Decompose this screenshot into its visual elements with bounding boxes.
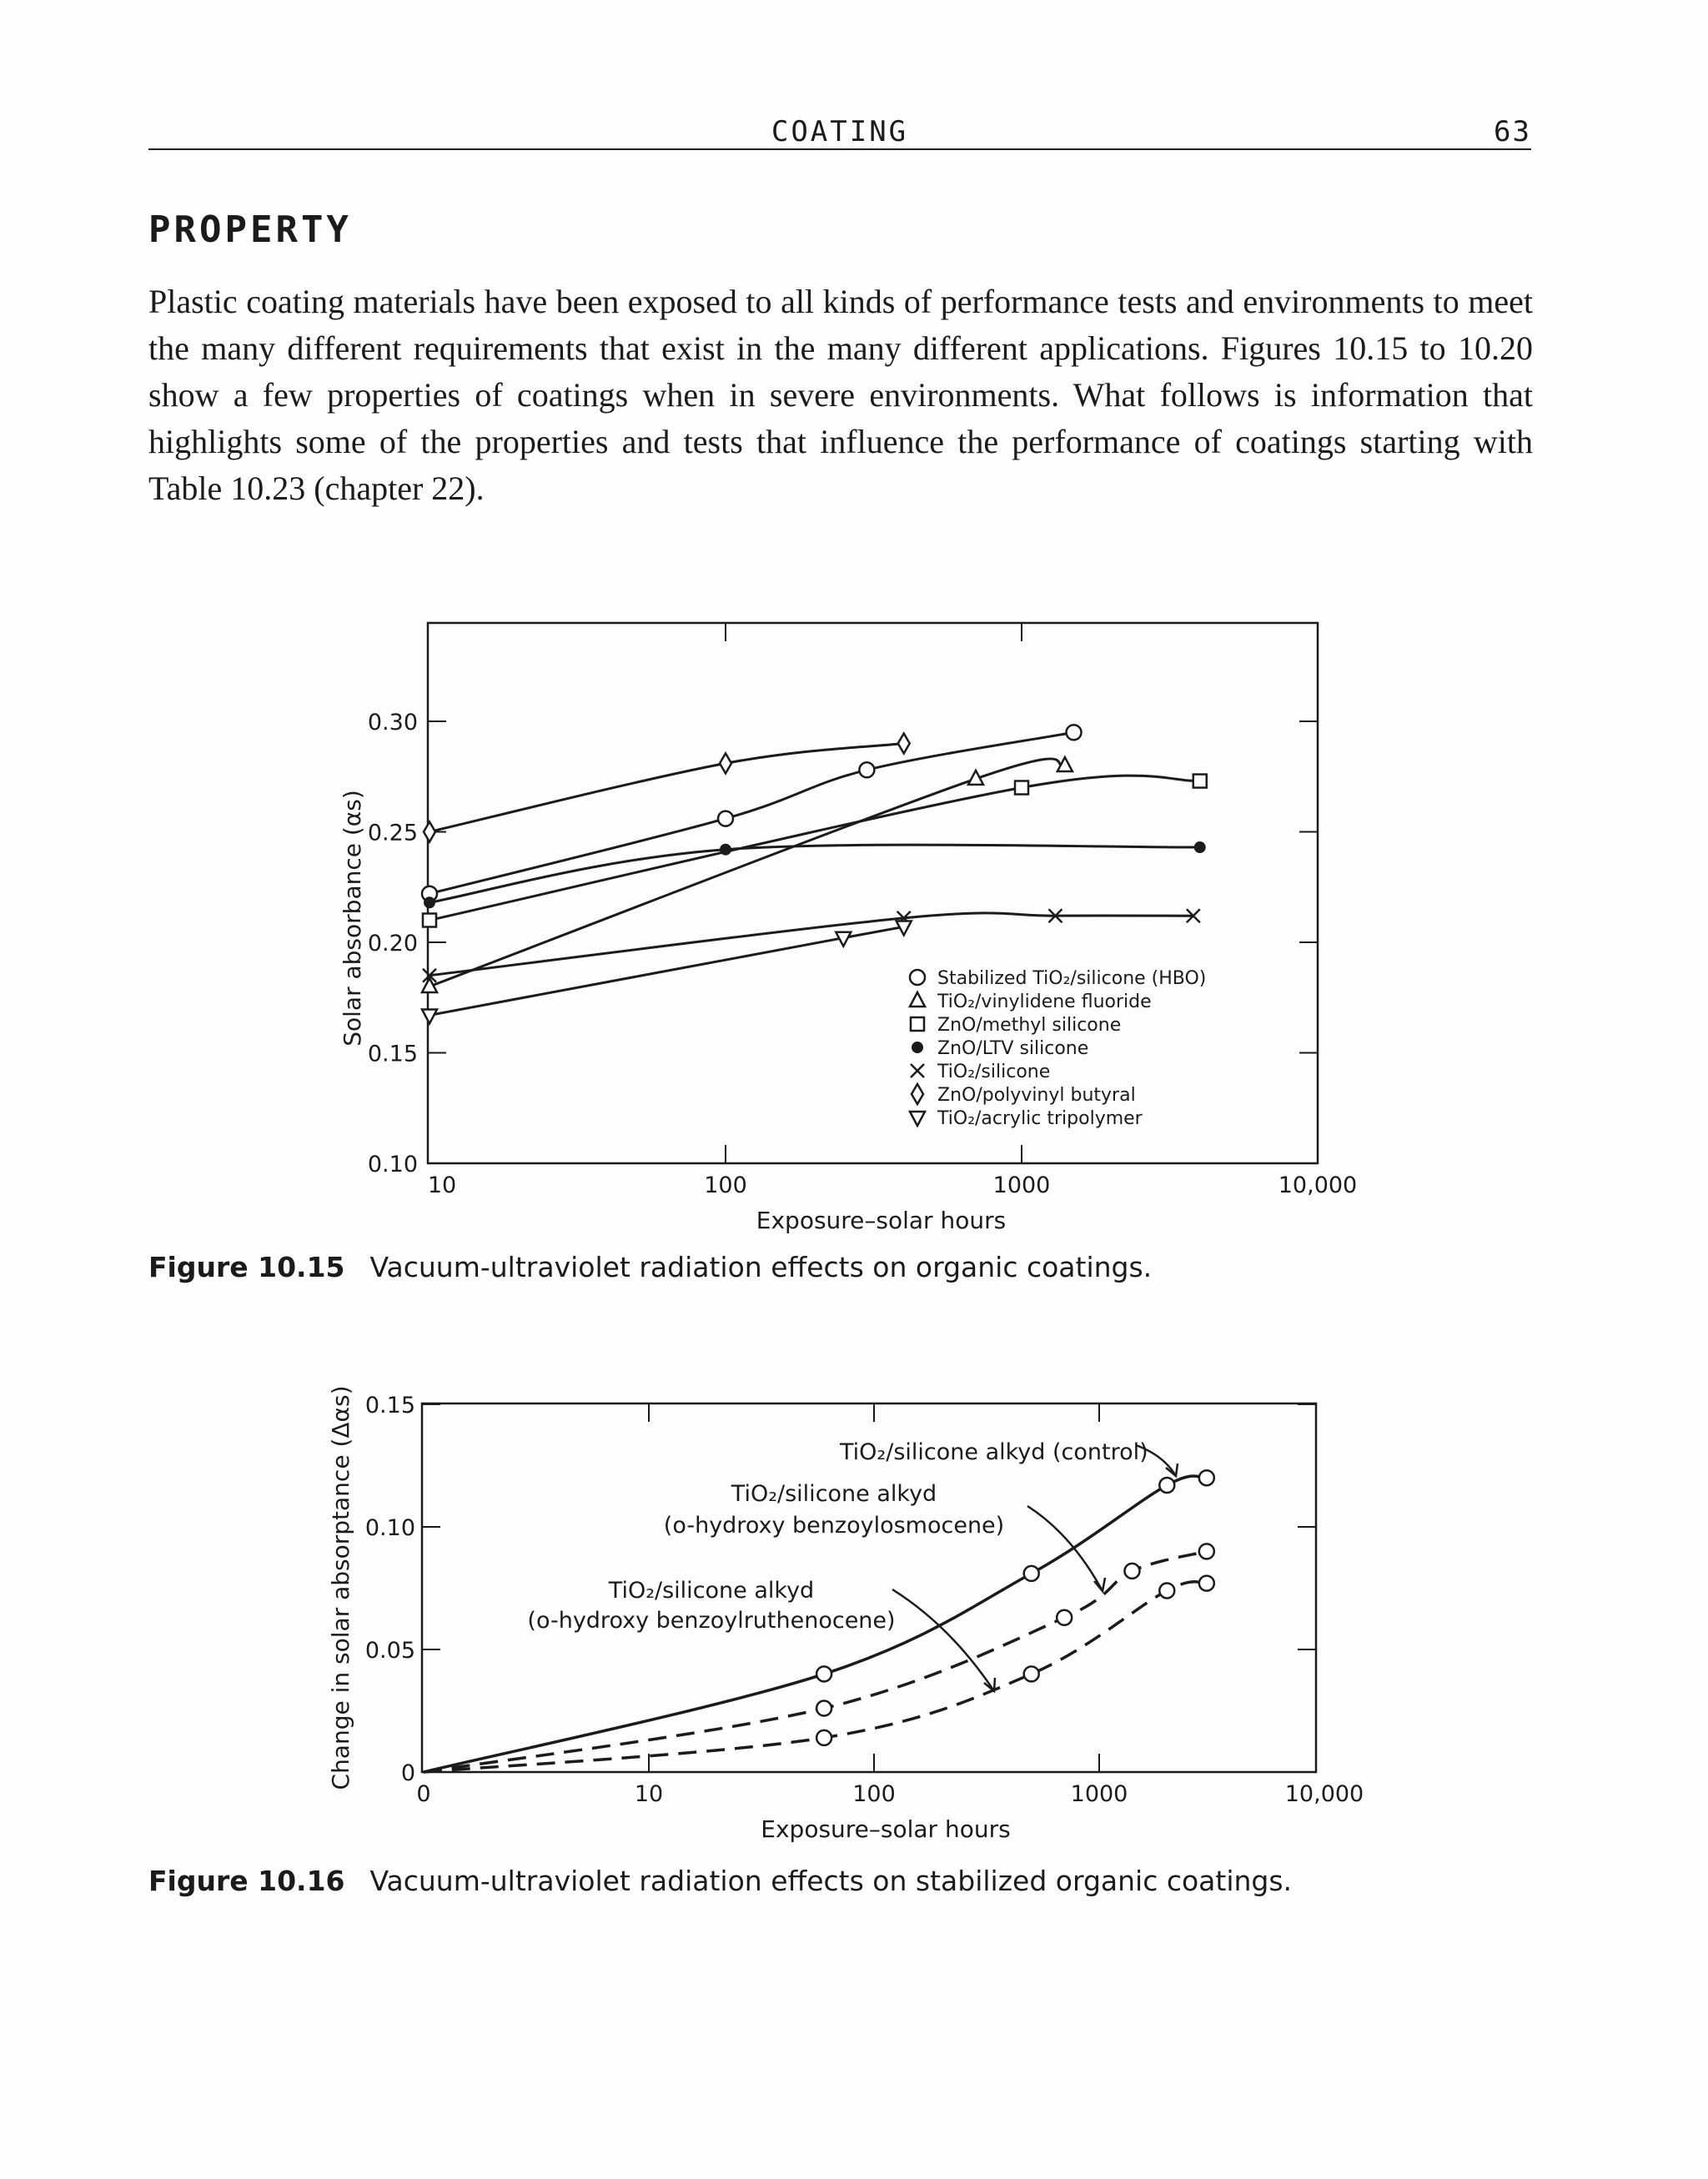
chart2-point [816,1701,831,1716]
chart1-xtick-label: 10,000 [1278,1172,1358,1198]
chart2-ylabel: Change in solar absorptance (Δαs) [327,1385,354,1790]
chart2-point [1199,1544,1214,1559]
chart2-xtick-label: 100 [852,1781,896,1807]
chart1-ytick-label: 0.20 [367,931,418,956]
chart2-annotation-control: TiO₂/silicone alkyd (control) [840,1439,1148,1465]
chart2-annotation-arrow [1027,1506,1103,1591]
chart2-series-line [424,1551,1207,1772]
chart2-point [1199,1470,1214,1485]
chart2-point [1159,1583,1174,1598]
figure-10-16-number: Figure 10.16 [148,1865,345,1897]
chart2-point [1024,1666,1039,1681]
chart2-annotation-osmocene-line2: (o-hydroxy benzoylosmocene) [663,1513,1005,1539]
chart1-ylabel: Solar absorbance (αs) [339,790,366,1047]
running-title: COATING [771,115,909,148]
chart2-point [816,1666,831,1681]
page-number: 63 [1494,115,1531,148]
chart2-point [1024,1566,1039,1581]
figure-10-15-number: Figure 10.15 [148,1251,345,1283]
chart1-ytick-label: 0.30 [367,710,418,736]
chart2-point [1159,1478,1174,1493]
chart2-point [1057,1610,1072,1625]
chart2-annotation-osmocene-line1: TiO₂/silicone alkyd [731,1481,937,1507]
chart1-xtick-label: 100 [704,1172,747,1198]
chart2-xlabel: Exposure–solar hours [761,1815,1011,1843]
section-heading: PROPERTY [148,208,352,251]
chart1-xtick-label: 10 [427,1172,457,1198]
chart2-ytick-label: 0.05 [364,1638,415,1664]
chart2-ytick-label: 0.15 [364,1393,415,1418]
figure-10-15-caption-text: Vacuum-ultraviolet radiation effects on organic coatings. [369,1251,1153,1283]
chart1-ytick-label: 0.25 [367,820,418,846]
chart1-legend-label: TiO₂/acrylic tripolymer [937,1108,1143,1129]
chart2-xtick-label: 10 [634,1781,664,1807]
chart2-point [1199,1576,1214,1591]
chart1-legend-label: TiO₂/silicone [937,1062,1051,1082]
chart2-xtick-label: 1000 [1070,1781,1128,1807]
chart1-legend-label: ZnO/methyl silicone [937,1015,1122,1036]
chart2-point [816,1730,831,1745]
figure-10-16-caption [148,1865,1292,1897]
chart1-ytick-label: 0.15 [367,1041,418,1067]
chart1-legend-label: ZnO/polyvinyl butyral [937,1085,1136,1106]
chart2-ytick-label: 0 [400,1760,415,1786]
chart2-xtick-label: 10,000 [1284,1781,1364,1807]
chart2-ytick-label: 0.10 [364,1515,415,1541]
chart2-annotation-ruthenocene-line1: TiO₂/silicone alkyd [608,1578,815,1604]
figure-10-16-caption-text: Vacuum-ultraviolet radiation effects on stabilized organic coatings. [369,1865,1293,1897]
chart1-xlabel: Exposure–solar hours [756,1207,1007,1234]
chart1-legend-label: TiO₂/vinylidene fluoride [937,992,1152,1012]
body-paragraph: Plastic coating materials have been exposed to all kinds of performance tests and environments to meet the many different requirements that exist in the many different applications. Figures 10.15 to 10.20 show a few properties of coatings when in severe environments. What follows is information that highlights some of the properties and tests that influence the performance of coatings starting with Table 10.23 (chapter 22). [148,283,1533,507]
chart2-annotation-ruthenocene-line2: (o-hydroxy benzoylruthenocene) [527,1608,896,1634]
chart1-ytick-label: 0.10 [367,1152,418,1177]
chart1-legend-label: Stabilized TiO₂/silicone (HBO) [937,968,1207,989]
chart2-xtick-label: 0 [416,1781,431,1807]
chart2-point [1124,1564,1139,1579]
chart1-legend-label: ZnO/LTV silicone [937,1038,1089,1059]
chart1-xtick-label: 1000 [992,1172,1051,1198]
